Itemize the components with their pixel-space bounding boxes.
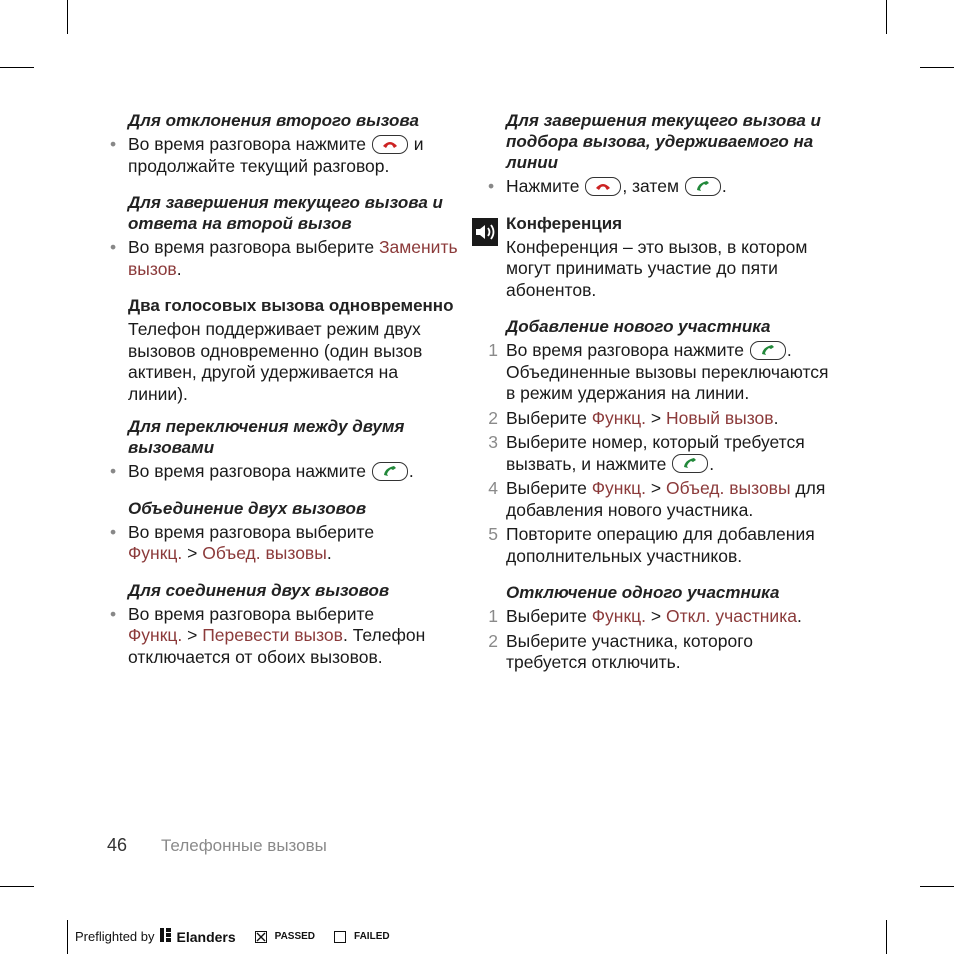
step-item: 3 Выберите номер, который требуется вызвать, и нажмите .	[486, 432, 836, 475]
bullet-item: • Во время разговора выберите Заменить вызов.	[110, 237, 458, 279]
crop-mark	[920, 67, 954, 68]
crop-mark	[67, 920, 68, 954]
preflight-label: Preflighted by	[75, 929, 155, 944]
menu-link-transfer-call: Перевести вызов	[202, 625, 343, 645]
heading-add-participant: Добавление нового участника	[506, 317, 771, 336]
end-call-key-icon	[585, 177, 621, 196]
elanders-brand: Elanders	[176, 928, 236, 945]
bullet: •	[110, 521, 117, 542]
step-number: 5	[488, 524, 498, 544]
bullet-item: • Нажмите , затем .	[488, 176, 727, 196]
step-number: 4	[488, 478, 498, 498]
passed-label: PASSED	[274, 931, 316, 942]
heading-end-and-retrieve: Для завершения текущего вызова и подбора вызова, удерживаемого на линии	[506, 111, 821, 172]
bullet: •	[110, 603, 117, 624]
crop-mark	[886, 0, 887, 34]
end-call-key-icon	[372, 135, 408, 154]
step-number: 2	[488, 630, 498, 651]
left-column	[108, 110, 458, 671]
page-number: 46	[107, 835, 128, 855]
speaker-icon	[472, 218, 498, 246]
paragraph-two-calls: Телефон поддерживает режим двух вызовов одновременно (один вызов активен, другой удерживается на линии).	[128, 319, 423, 404]
menu-link-remove-participant: Откл. участника	[665, 606, 797, 626]
menu-link-functions: Функц.	[128, 625, 183, 645]
bullet-item: • Во время разговора выберите Функц. > Перевести вызов. Телефон отключается от обоих вызовов.	[110, 603, 426, 667]
step-item: 2 Выберите Функц. > Новый вызов.	[486, 408, 836, 430]
call-key-icon	[750, 341, 786, 360]
menu-link-functions: Функц.	[591, 478, 647, 498]
menu-link-new-call: Новый вызов	[665, 407, 774, 428]
passed-checkbox-icon	[255, 931, 267, 943]
call-key-icon	[672, 454, 708, 473]
step-item: 1 Выберите Функц. > Откл. участника.	[486, 606, 836, 628]
call-key-icon	[372, 462, 408, 481]
section-title: Телефонные вызовы	[161, 836, 327, 855]
bullet: •	[488, 176, 495, 196]
right-column	[486, 110, 836, 677]
crop-mark	[67, 0, 68, 34]
heading-end-and-answer: Для завершения текущего вызова и ответа на второй вызов	[128, 193, 443, 233]
crop-mark	[886, 920, 887, 954]
bullet: •	[110, 134, 117, 154]
bullet-item: • Во время разговора нажмите и продолжайте текущий разговор.	[110, 134, 424, 176]
heading-merge-calls: Объединение двух вызовов	[128, 498, 367, 518]
failed-label: FAILED	[354, 931, 390, 942]
step-number: 1	[488, 606, 498, 626]
heading-reject-second-call: Для отклонения второго вызова	[128, 111, 419, 130]
step-item: 1 Во время разговора нажмите . Объединенные вызовы переключаются в режим удержания на линии.	[486, 340, 836, 405]
step-number: 1	[488, 340, 498, 360]
preflight-stamp	[75, 928, 390, 945]
step-item: 4 Выберите Функц. > Объед. вызовы для добавления нового участника.	[486, 478, 836, 521]
step-item: 2 Выберите участника, которого требуется отключить.	[486, 631, 836, 674]
heading-conference: Конференция	[506, 213, 623, 233]
bullet: •	[110, 237, 117, 257]
bullet-item: • Во время разговора выберите Функц. > Объед. вызовы.	[110, 521, 375, 563]
failed-checkbox-icon	[334, 931, 346, 943]
menu-link-functions: Функц.	[591, 407, 647, 428]
menu-link-merge-calls: Объед. вызовы	[202, 543, 327, 563]
step-item: 5 Повторите операцию для добавления дополнительных участников.	[486, 524, 836, 567]
heading-two-calls: Два голосовых вызова одновременно	[128, 296, 454, 315]
menu-link-functions: Функц.	[591, 606, 647, 626]
menu-link-functions: Функц.	[128, 543, 183, 563]
heading-remove-participant: Отключение одного участника	[506, 583, 780, 602]
crop-mark	[0, 67, 34, 68]
elanders-logo-icon	[160, 928, 172, 945]
crop-mark	[0, 886, 34, 887]
crop-mark	[920, 886, 954, 887]
menu-link-merge-calls: Объед. вызовы	[665, 478, 791, 498]
heading-connect-calls: Для соединения двух вызовов	[128, 580, 390, 600]
call-key-icon	[685, 177, 721, 196]
heading-switch-calls: Для переключения между двумя вызовами	[128, 417, 405, 457]
bullet-item: • Во время разговора нажмите .	[110, 461, 414, 481]
step-number: 3	[488, 432, 498, 452]
step-number: 2	[488, 407, 498, 428]
paragraph-conference: Конференция – это вызов, в котором могут принимать участие до пяти абонентов.	[506, 236, 808, 300]
bullet: •	[110, 461, 117, 481]
menu-link-replace-call: Заменить вызов	[128, 237, 458, 279]
